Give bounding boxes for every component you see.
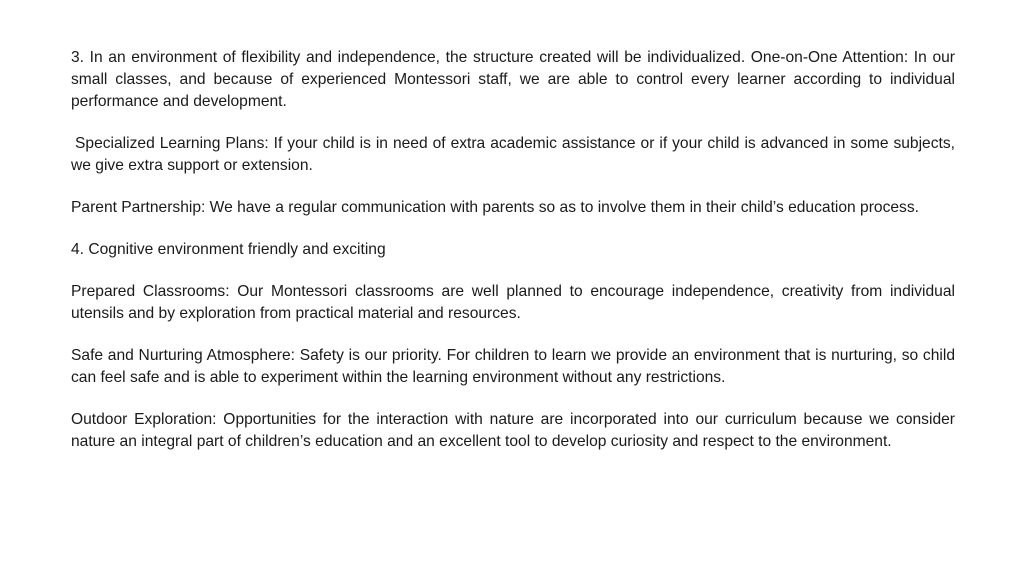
slide-body	[71, 47, 955, 473]
paragraph-individualized-structure: 3. In an environment of flexibility and independence, the structure created will be individualized. One-on-One Attention: In our small classes, and because of experienced Montessori staff, we are able to control every learner according to individual performance and development.	[71, 49, 955, 110]
paragraph-prepared-classrooms: Prepared Classrooms: Our Montessori classrooms are well planned to encourage independence, creativity from individual utensils and by exploration from practical material and resources.	[71, 283, 955, 322]
paragraph-cognitive-environment-heading: 4. Cognitive environment friendly and exciting	[71, 241, 386, 258]
paragraph-outdoor-exploration: Outdoor Exploration: Opportunities for the interaction with nature are incorporated into our curriculum because we consider nature an integral part of children’s education and an excellent tool to develop curiosity and respect to the environment.	[71, 411, 955, 450]
paragraph-specialized-learning-plans: Specialized Learning Plans: If your child is in need of extra academic assistance or if your child is advanced in some subjects, we give extra support or extension.	[71, 135, 955, 174]
paragraph-safe-nurturing-atmosphere: Safe and Nurturing Atmosphere: Safety is our priority. For children to learn we provide an environment that is nurturing, so child can feel safe and is able to experiment within the learning environment without any restrictions.	[71, 347, 955, 386]
paragraph-parent-partnership: Parent Partnership: We have a regular communication with parents so as to involve them in their child’s education process.	[71, 199, 919, 216]
